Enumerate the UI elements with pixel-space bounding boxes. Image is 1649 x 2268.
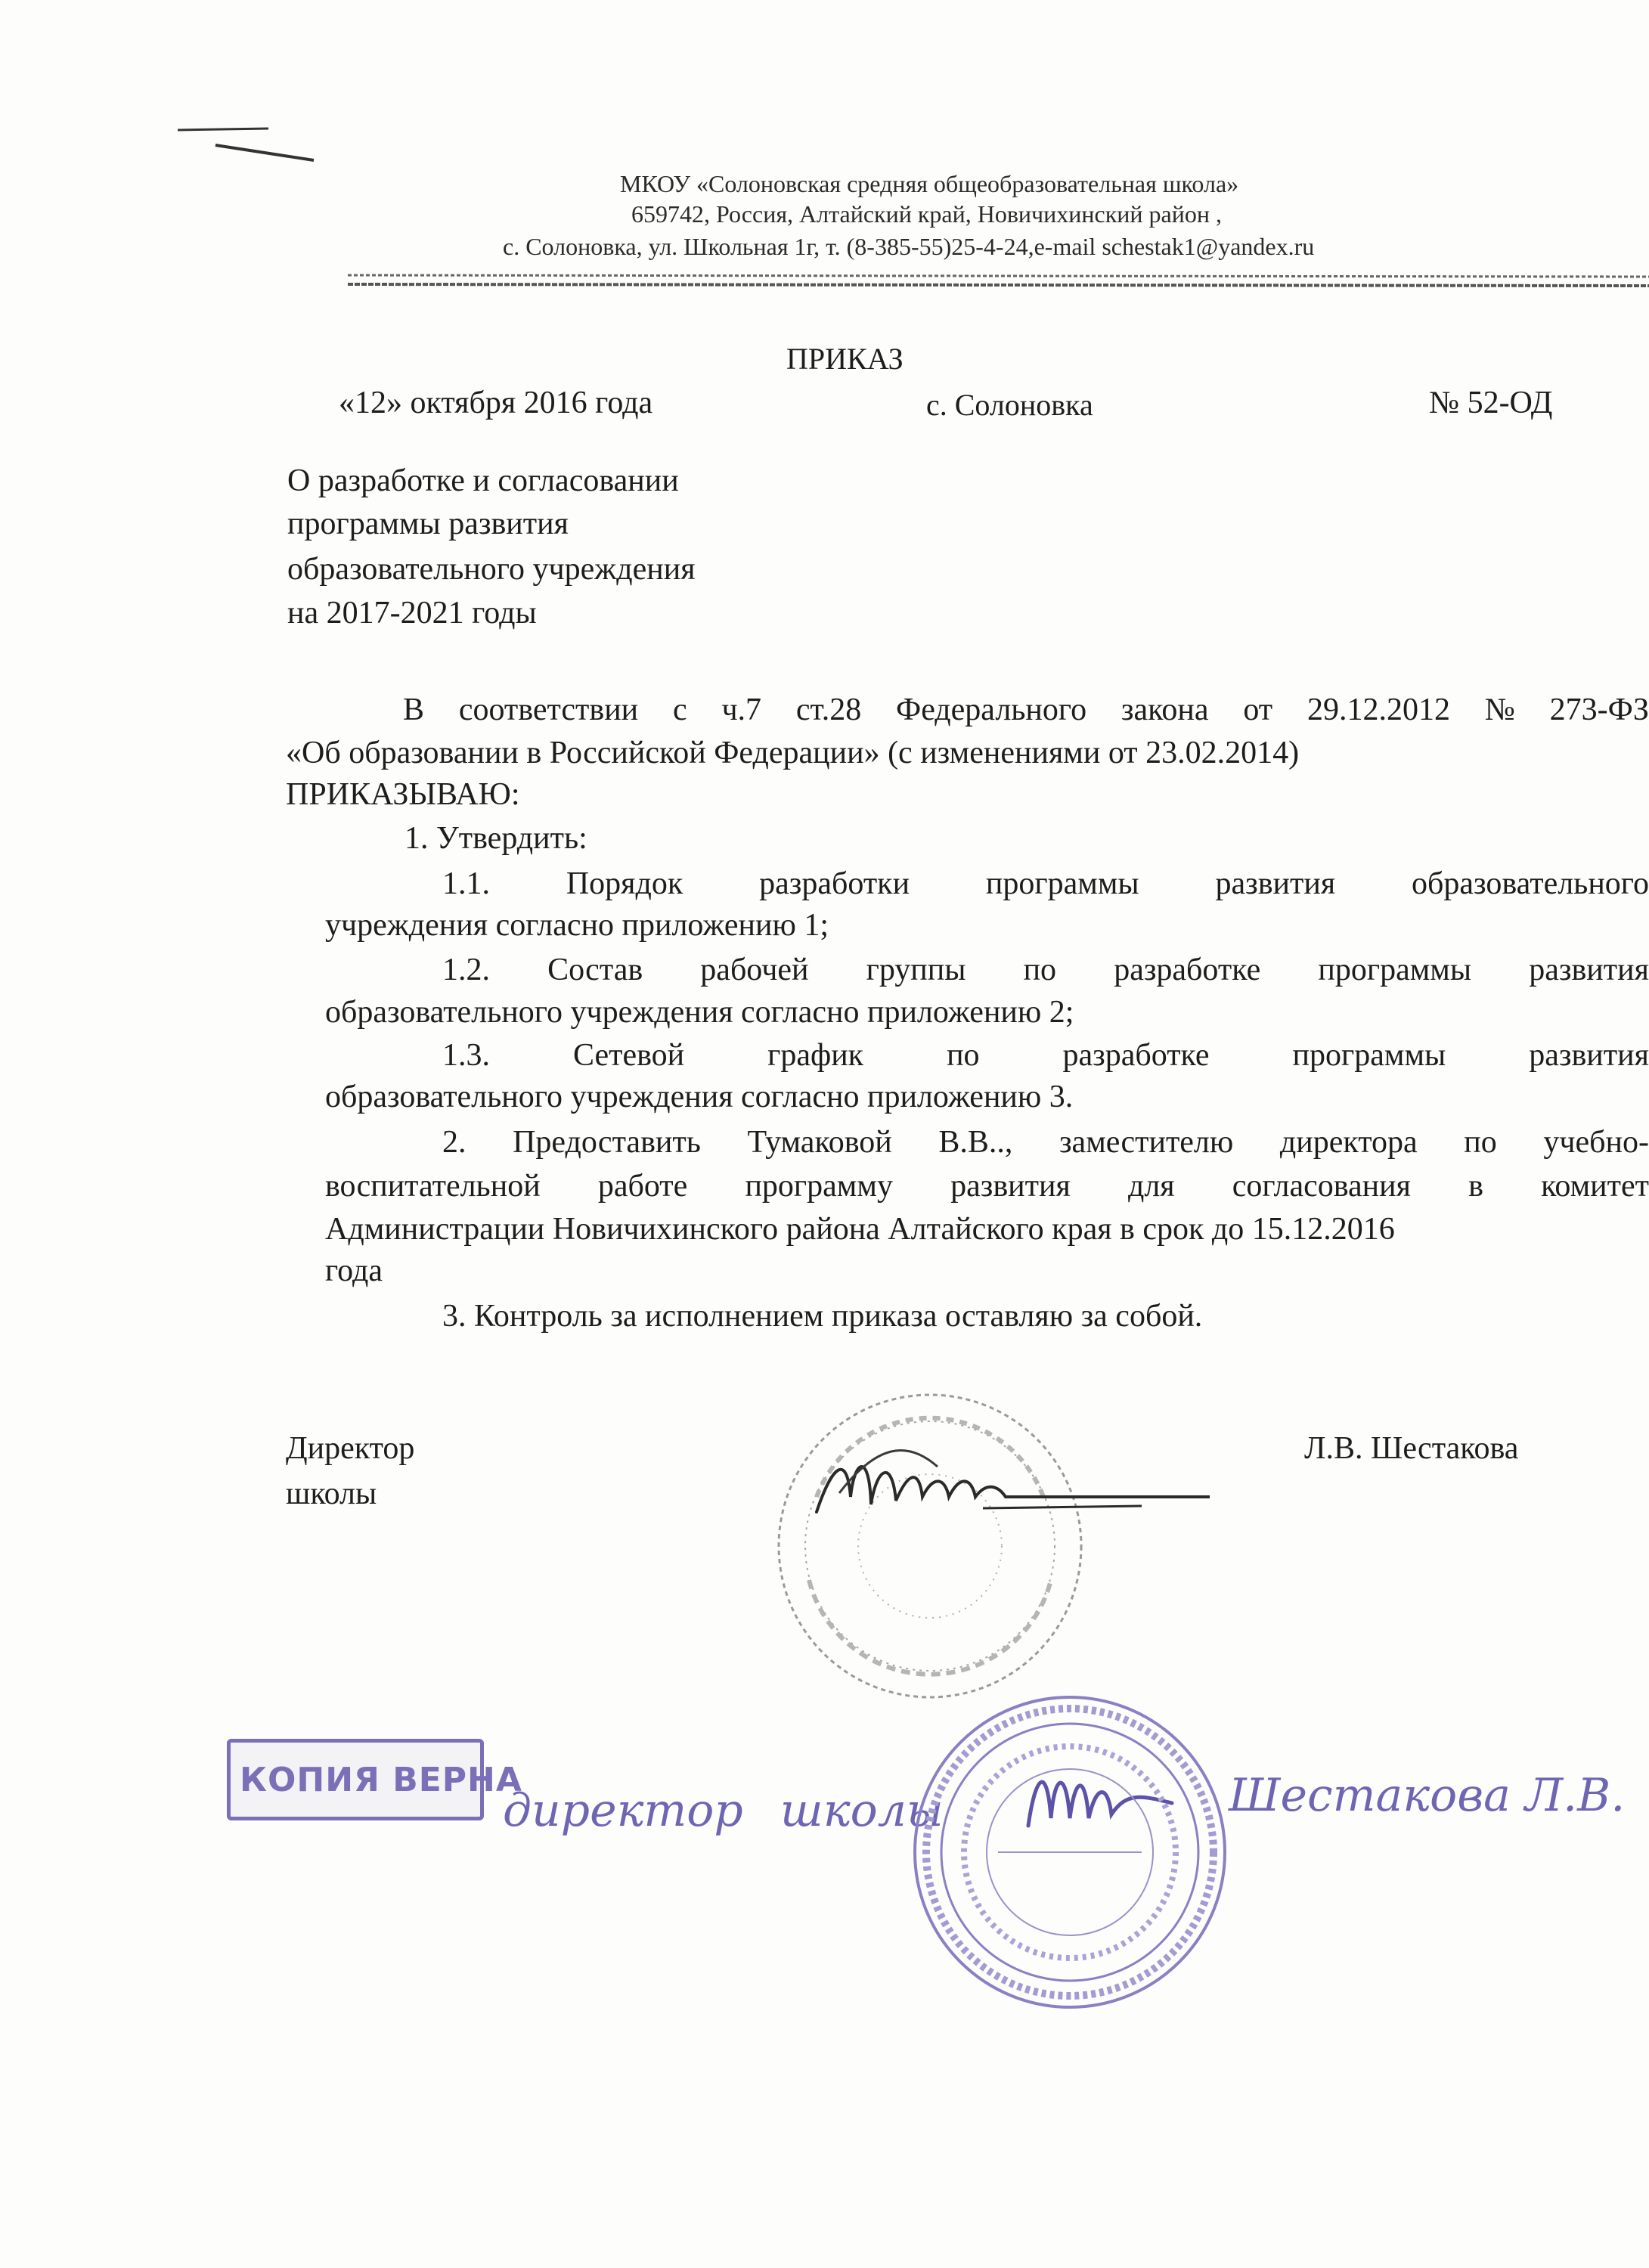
copy-stamp	[227, 1739, 522, 1820]
item-2-line2: воспитательной работе программу развития для согласования в комитет	[325, 1169, 1649, 1204]
item-2-line1: 2. Предоставить Тумаковой В.В.., заместителю директора по учебно-	[442, 1125, 1649, 1160]
signer-position: Директор	[286, 1431, 415, 1466]
subject-line: программы развития	[287, 507, 569, 541]
subject-line: О разработке и согласовании	[287, 463, 679, 498]
order-date: «12» октября 2016 года	[339, 386, 653, 420]
ordering-word: ПРИКАЗЫВАЮ:	[286, 777, 520, 812]
item-1-2-line1: 1.2. Состав рабочей группы по разработке программы развития	[442, 953, 1649, 987]
item-1-1-line1: 1.1. Порядок разработки программы развития образовательного	[442, 866, 1649, 901]
copy-handwritten-name: Шестакова Л.В.	[1229, 1769, 1626, 1822]
org-name: МКОУ «Солоновская средняя общеобразовательная школа»	[620, 170, 1239, 197]
item-1-3-line1: 1.3. Сетевой график по разработке программы развития	[442, 1038, 1649, 1073]
item-2-line3: Администрации Новичихинского района Алтайского края в срок до 15.12.2016	[325, 1212, 1395, 1247]
preamble-line2: «Об образовании в Российской Федерации» (с изменениями от 23.02.2014)	[286, 736, 1300, 770]
item-3: 3. Контроль за исполнением приказа оставляю за собой.	[442, 1299, 1203, 1334]
order-title: ПРИКАЗ	[786, 342, 904, 376]
preamble-line1: В соответствии с ч.7 ст.28 Федерального закона от 29.12.2012 № 273-ФЗ	[403, 692, 1649, 727]
copy-stamp-label: КОПИЯ ВЕРНА	[240, 1761, 522, 1799]
signer-position: школы	[286, 1476, 377, 1511]
signer-name: Л.В. Шестакова	[1304, 1431, 1519, 1466]
subject-line: на 2017-2021 годы	[287, 596, 537, 631]
item-1: 1. Утвердить:	[405, 821, 587, 856]
copy-handwritten-position: директор школы	[503, 1784, 944, 1837]
org-address-line2: с. Солоновка, ул. Школьная 1г, т. (8-385-55)25-4-24,e-mail schestak1@yandex.ru	[503, 233, 1315, 260]
item-1-3-line2: образовательного учреждения согласно приложению 3.	[325, 1080, 1074, 1114]
order-number: № 52-ОД	[1429, 386, 1553, 420]
org-address-line1: 659742, Россия, Алтайский край, Новичихинский район ,	[631, 200, 1222, 228]
item-1-2-line2: образовательного учреждения согласно приложению 2;	[325, 995, 1074, 1030]
order-place: с. Солоновка	[926, 388, 1093, 422]
subject-line: образовательного учреждения	[287, 552, 696, 587]
item-1-1-line2: учреждения согласно приложению 1;	[325, 908, 829, 943]
item-2-line4: года	[325, 1253, 383, 1288]
